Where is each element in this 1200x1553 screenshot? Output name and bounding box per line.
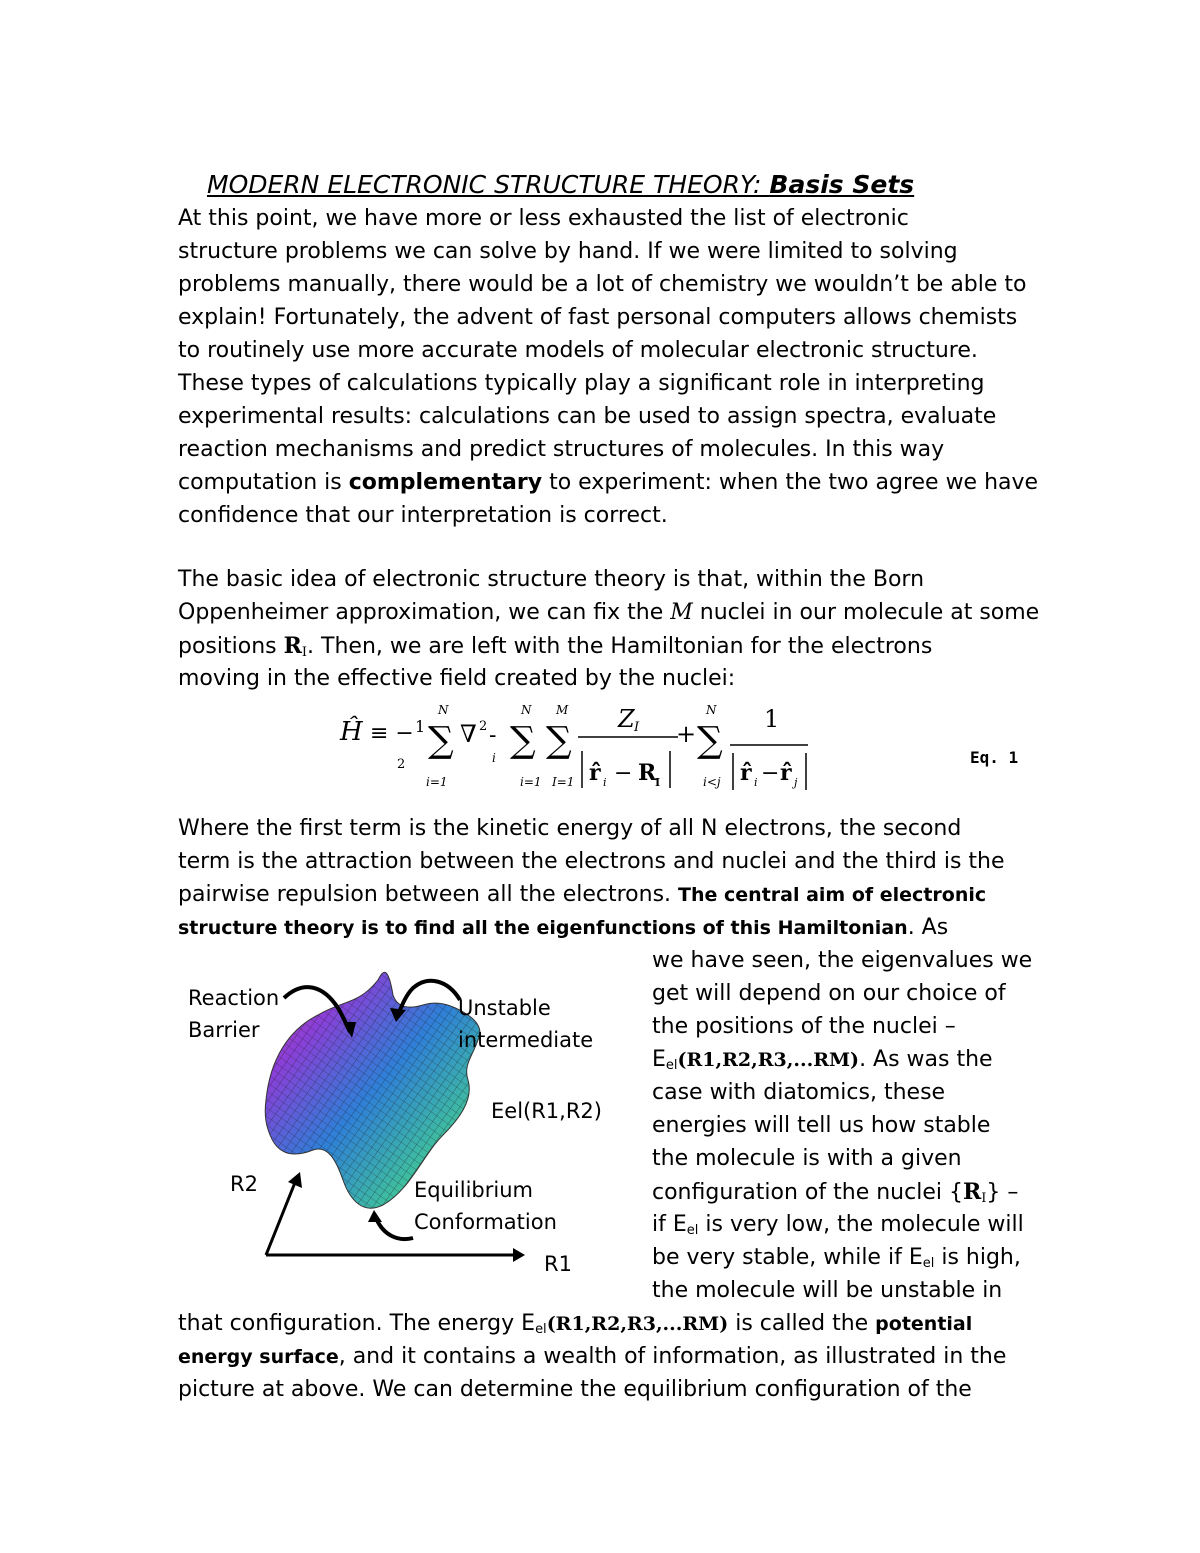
eq-sum4: ∑	[697, 720, 723, 761]
bold-text: complementary	[348, 470, 543, 495]
eq-r-hat-2: r̂	[740, 760, 752, 786]
subscript: I	[981, 1191, 987, 1206]
right-col-line	[652, 1178, 1018, 1213]
para1-line: reaction mechanisms and predict structures of molecules. In this way	[178, 437, 945, 462]
eq-N2: N	[521, 703, 532, 717]
right-col-line	[652, 1244, 1021, 1278]
para1-line: to routinely use more accurate models of molecular electronic structure.	[178, 338, 978, 363]
label-r1: R1	[544, 1252, 572, 1276]
label-equilibrium: Equilibrium	[414, 1178, 533, 1202]
para1-line: explain! Fortunately, the advent of fast personal computers allows chemists	[178, 305, 1018, 330]
label-eel: Eel(R1,R2)	[491, 1099, 602, 1123]
eq-minus: -	[489, 723, 497, 748]
title-sub: Basis Sets	[769, 170, 915, 199]
eq-i: i	[492, 751, 496, 765]
para1-line: experimental results: calculations can be used to assign spectra, evaluate	[178, 404, 997, 429]
subscript: el	[535, 1322, 547, 1337]
para4-line: picture at above. We can determine the equilibrium configuration of the	[178, 1377, 972, 1402]
equilibrium-arrow	[376, 1218, 413, 1239]
eq-Z: Z	[618, 705, 635, 733]
label-reaction: Reaction	[188, 986, 280, 1010]
symbol-R: R	[283, 633, 302, 659]
eq-minus-1: −	[614, 761, 633, 786]
eq-plus: +	[676, 720, 697, 748]
text: if E	[652, 1212, 687, 1237]
eq-sum3: ∑	[546, 720, 572, 761]
text: that configuration. The energy E	[178, 1311, 536, 1336]
right-col-line: case with diatomics, these	[652, 1080, 946, 1105]
symbol-args: (R1,R2,R3,...RM)	[677, 1049, 860, 1071]
text: computation is	[178, 470, 349, 495]
text: . As	[907, 915, 949, 940]
text: configuration of the nuclei {	[652, 1180, 963, 1205]
right-col-line: the molecule will be unstable in	[652, 1278, 1003, 1303]
text: to experiment: when the two agree we have	[542, 470, 1039, 495]
text: . As was the	[859, 1047, 993, 1072]
right-col-line: we have seen, the eigenvalues we	[652, 948, 1033, 973]
para1-line: These types of calculations typically play a significant role in interpreting	[178, 371, 985, 396]
eq-two: 2	[397, 757, 406, 772]
text: nuclei in our molecule at some	[692, 600, 1040, 625]
eq-sub-j: j	[794, 776, 798, 789]
eq-H: Ĥ	[340, 717, 363, 747]
eq-ieq1-a: i=1	[426, 775, 448, 789]
para3-line	[178, 881, 986, 909]
right-col-line: the positions of the nuclei –	[652, 1014, 956, 1039]
para3-line: term is the attraction between the electrons and nuclei and the third is the	[178, 849, 1005, 874]
text: . Then, we are left with the Hamiltonian for the electrons	[307, 634, 933, 659]
eq-sub-i-1: i	[603, 776, 607, 789]
right-col-line	[652, 1046, 993, 1080]
para4-line	[178, 1343, 1006, 1371]
para1-line: problems manually, there would be a lot of chemistry we wouldn’t be able to	[178, 272, 1027, 297]
text: is high,	[934, 1245, 1021, 1270]
eq-num2: 1	[764, 705, 780, 733]
eq-Z-sub: I	[634, 720, 640, 735]
arrowhead-icon	[368, 1210, 382, 1222]
eq-M: M	[556, 703, 569, 717]
eq-N3: N	[706, 703, 717, 717]
right-col-line: get will depend on our choice of	[652, 981, 1006, 1006]
r2-axis	[266, 1180, 296, 1255]
eq-nabla: ∇	[460, 720, 477, 748]
eq-iltj: i<j	[703, 775, 721, 789]
text: Oppenheimer approximation, we can fix the	[178, 600, 671, 625]
subscript: el	[665, 1058, 678, 1073]
eq-one: 1	[415, 717, 426, 736]
para4-line	[178, 1310, 972, 1344]
symbol-M: M	[670, 600, 693, 625]
eq-sum1: ∑	[428, 720, 454, 761]
right-col-line	[652, 1211, 1024, 1245]
right-col-line: energies will tell us how stable	[652, 1113, 991, 1138]
eq-r-hat-3: r̂	[780, 760, 792, 786]
eq-N1: N	[438, 703, 449, 717]
eq-sum2: ∑	[510, 720, 536, 761]
text: E	[652, 1047, 666, 1072]
label-barrier: Barrier	[188, 1018, 260, 1042]
para1-line: At this point, we have more or less exhausted the list of electronic	[178, 206, 909, 231]
symbol-args: (R1,R2,R3,...RM)	[546, 1313, 729, 1335]
text: be very stable, while if E	[652, 1245, 923, 1270]
symbol-R: R	[962, 1179, 982, 1205]
potential-energy-surface-figure	[178, 960, 638, 1280]
eq-sub-i-2: i	[754, 776, 758, 789]
subscript: el	[686, 1223, 699, 1238]
eq-minus-2: −	[761, 761, 780, 786]
bold-text: energy surface	[178, 1346, 339, 1368]
eq-ieq1-b: i=1	[520, 775, 542, 789]
para1-line: structure problems we can solve by hand. If we were limited to solving	[178, 239, 958, 264]
eq-r-hat-1: r̂	[589, 760, 601, 786]
equation-label: Eq. 1	[970, 748, 1019, 767]
bold-text: The central aim of electronic	[678, 884, 987, 906]
subscript: I	[301, 645, 308, 660]
text: positions	[178, 634, 284, 659]
right-col-line: the molecule is with a given	[652, 1146, 962, 1171]
r1-arrow-icon	[513, 1248, 525, 1262]
title-main: MODERN ELECTRONIC STRUCTURE THEORY:	[207, 170, 762, 199]
eq-sq: 2	[479, 719, 488, 734]
bold-text: potential	[875, 1313, 973, 1335]
text: is called the	[728, 1311, 876, 1336]
para3-line: Where the first term is the kinetic energy of all N electrons, the second	[178, 816, 962, 841]
eq-equiv: ≡ −	[370, 721, 414, 746]
para2-line: The basic idea of electronic structure theory is that, within the Born	[178, 567, 925, 592]
label-r2: R2	[230, 1172, 258, 1196]
text: , and it contains a wealth of information, as illustrated in the	[338, 1344, 1007, 1369]
label-unstable: Unstable	[458, 996, 551, 1020]
para3-line	[178, 914, 948, 942]
text: pairwise repulsion between all the electrons.	[178, 882, 679, 907]
text: } –	[986, 1180, 1019, 1205]
subscript: el	[922, 1256, 935, 1271]
text: is very low, the molecule will	[698, 1212, 1024, 1237]
bold-text: structure theory is to find all the eigenfunctions of this Hamiltonian	[178, 917, 908, 939]
eq-R-1: R	[638, 760, 657, 786]
para1-line: confidence that our interpretation is correct.	[178, 503, 668, 528]
label-conformation: Conformation	[414, 1210, 557, 1234]
eq-sub-I-1: I	[655, 776, 661, 789]
para2-line: moving in the effective field created by the nuclei:	[178, 666, 736, 691]
label-intermediate: intermediate	[458, 1028, 594, 1052]
eq-Ieq1: I=1	[552, 775, 575, 789]
